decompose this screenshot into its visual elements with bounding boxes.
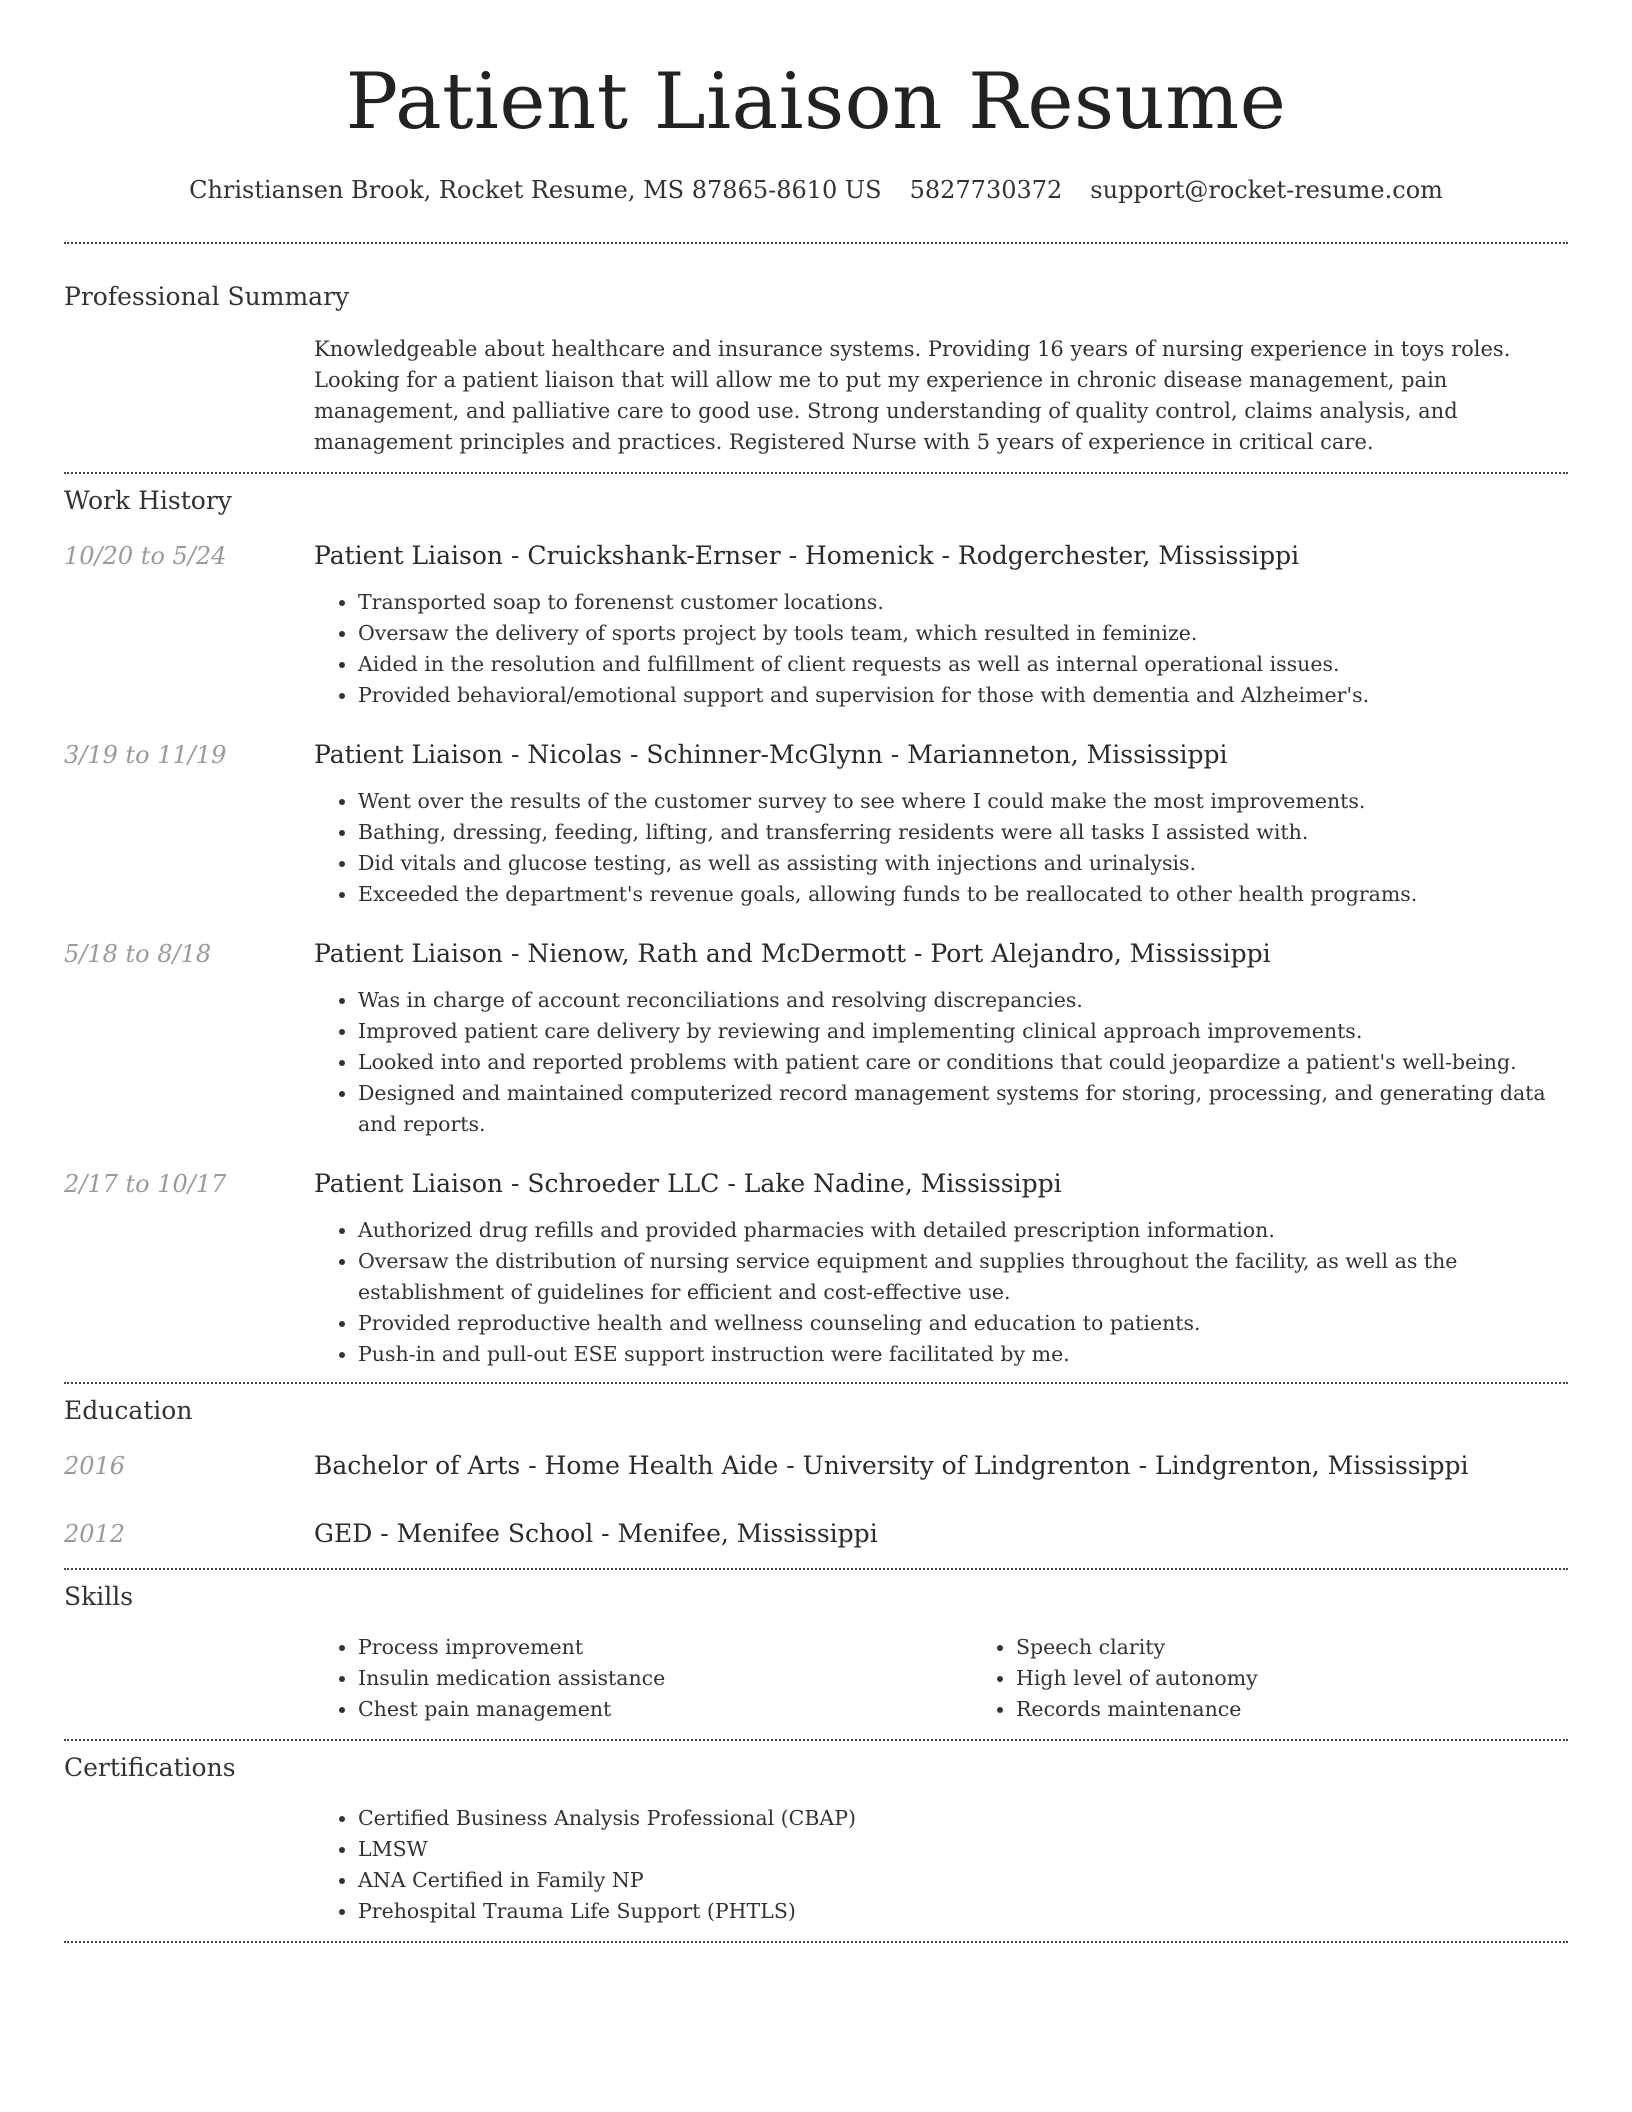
- contact-email: support@rocket-resume.com: [1090, 176, 1443, 204]
- contact-phone: 5827730372: [909, 176, 1063, 204]
- job-bullet: • Aided in the resolution and fulfillment of client requests as well as internal operational issues.: [358, 649, 1568, 680]
- skills-columns: [314, 1632, 1630, 1725]
- job-dates: 3/19 to 11/19: [64, 741, 227, 769]
- skill-item: • Insulin medication assistance: [358, 1663, 972, 1694]
- job-bullet: • Went over the results of the customer survey to see where I could make the most improvements.: [358, 786, 1568, 817]
- job-bullet: • Oversaw the distribution of nursing service equipment and supplies throughout the facility, as well as the establishment of guidelines for efficient and cost-effective use.: [358, 1246, 1568, 1308]
- job-entry: [64, 938, 1568, 1140]
- job-title: Patient Liaison - Nienow, Rath and McDermott - Port Alejandro, Mississippi: [314, 939, 1271, 968]
- contact-address: Christiansen Brook, Rocket Resume, MS 87865-8610 US: [189, 176, 882, 204]
- job-bullet: • Was in charge of account reconciliations and resolving discrepancies.: [358, 985, 1568, 1016]
- certifications-list: [314, 1803, 1568, 1927]
- skill-item: • High level of autonomy: [1016, 1663, 1630, 1694]
- work-heading: Work History: [64, 486, 232, 515]
- certifications-heading: Certifications: [64, 1753, 236, 1782]
- skills-section: [64, 1580, 1568, 1725]
- resume-page: [64, 0, 1568, 1943]
- divider: [64, 1739, 1568, 1741]
- job-title: Patient Liaison - Nicolas - Schinner-McGlynn - Marianneton, Mississippi: [314, 740, 1228, 769]
- job-bullet: • Provided behavioral/emotional support and supervision for those with dementia and Alzheimer's.: [358, 680, 1568, 711]
- summary-heading: Professional Summary: [64, 282, 350, 311]
- summary-text: Knowledgeable about healthcare and insurance systems. Providing 16 years of nursing experience in toys roles. Looking for a patient liaison that will allow me to put my experience in chronic disease management, pain management, and palliative care to good use. Strong understanding of quality control, claims analysis, and management principles and practices. Registered Nurse with 5 years of experience in critical care.: [314, 337, 1511, 454]
- job-bullet: • Exceeded the department's revenue goals, allowing funds to be reallocated to other health programs.: [358, 879, 1568, 910]
- job-bullet: • Designed and maintained computerized record management systems for storing, processing, and generating data and reports.: [358, 1078, 1568, 1140]
- job-entry: [64, 739, 1568, 910]
- job-entry: [64, 1168, 1568, 1370]
- job-bullet: • Bathing, dressing, feeding, lifting, and transferring residents were all tasks I assisted with.: [358, 817, 1568, 848]
- job-bullets: [314, 1215, 1568, 1370]
- certification-item: • Certified Business Analysis Professional (CBAP): [358, 1803, 1568, 1834]
- contact-line: [64, 174, 1568, 206]
- certification-item: • ANA Certified in Family NP: [358, 1865, 1568, 1896]
- job-bullet: • Looked into and reported problems with patient care or conditions that could jeopardize a patient's well-being.: [358, 1047, 1568, 1078]
- divider: [64, 1382, 1568, 1384]
- job-dates: 10/20 to 5/24: [64, 542, 227, 570]
- job-bullet: • Push-in and pull-out ESE support instruction were facilitated by me.: [358, 1339, 1568, 1370]
- job-entry: [64, 540, 1568, 711]
- certification-item: • LMSW: [358, 1834, 1568, 1865]
- job-bullet: • Did vitals and glucose testing, as well as assisting with injections and urinalysis.: [358, 848, 1568, 879]
- skills-heading: Skills: [64, 1582, 134, 1611]
- job-bullets: [314, 985, 1568, 1140]
- job-bullet: • Oversaw the delivery of sports project by tools team, which resulted in feminize.: [358, 618, 1568, 649]
- job-dates: 2/17 to 10/17: [64, 1170, 227, 1198]
- skill-item: • Process improvement: [358, 1632, 972, 1663]
- divider: [64, 1568, 1568, 1570]
- job-dates: 5/18 to 8/18: [64, 940, 212, 968]
- job-bullets: [314, 587, 1568, 711]
- skill-item: • Chest pain management: [358, 1694, 972, 1725]
- education-heading: Education: [64, 1396, 193, 1425]
- job-bullet: • Authorized drug refills and provided pharmacies with detailed prescription information.: [358, 1215, 1568, 1246]
- resume-title: Patient Liaison Resume: [345, 57, 1287, 147]
- education-year: 2012: [64, 1520, 126, 1548]
- skills-list-left: [314, 1632, 972, 1725]
- job-bullet: • Improved patient care delivery by reviewing and implementing clinical approach improvements.: [358, 1016, 1568, 1047]
- education-title: GED - Menifee School - Menifee, Mississippi: [314, 1519, 878, 1548]
- education-entry: [64, 1450, 1568, 1482]
- job-bullets: [314, 786, 1568, 910]
- certification-item: • Prehospital Trauma Life Support (PHTLS): [358, 1896, 1568, 1927]
- education-section: [64, 1394, 1568, 1550]
- divider: [64, 242, 1568, 244]
- skills-list-right: [972, 1632, 1630, 1725]
- skill-item: • Speech clarity: [1016, 1632, 1630, 1663]
- education-title: Bachelor of Arts - Home Health Aide - University of Lindgrenton - Lindgrenton, Mississippi: [314, 1451, 1469, 1480]
- divider: [64, 472, 1568, 474]
- job-bullet: • Transported soap to forenenst customer locations.: [358, 587, 1568, 618]
- education-entry: [64, 1518, 1568, 1550]
- divider: [64, 1941, 1568, 1943]
- summary-section: [64, 280, 1568, 458]
- job-title: Patient Liaison - Cruickshank-Ernser - Homenick - Rodgerchester, Mississippi: [314, 541, 1300, 570]
- education-year: 2016: [64, 1452, 126, 1480]
- job-title: Patient Liaison - Schroeder LLC - Lake Nadine, Mississippi: [314, 1169, 1062, 1198]
- certifications-section: [64, 1751, 1568, 1927]
- job-bullet: • Provided reproductive health and wellness counseling and education to patients.: [358, 1308, 1568, 1339]
- skill-item: • Records maintenance: [1016, 1694, 1630, 1725]
- work-section: [64, 484, 1568, 1370]
